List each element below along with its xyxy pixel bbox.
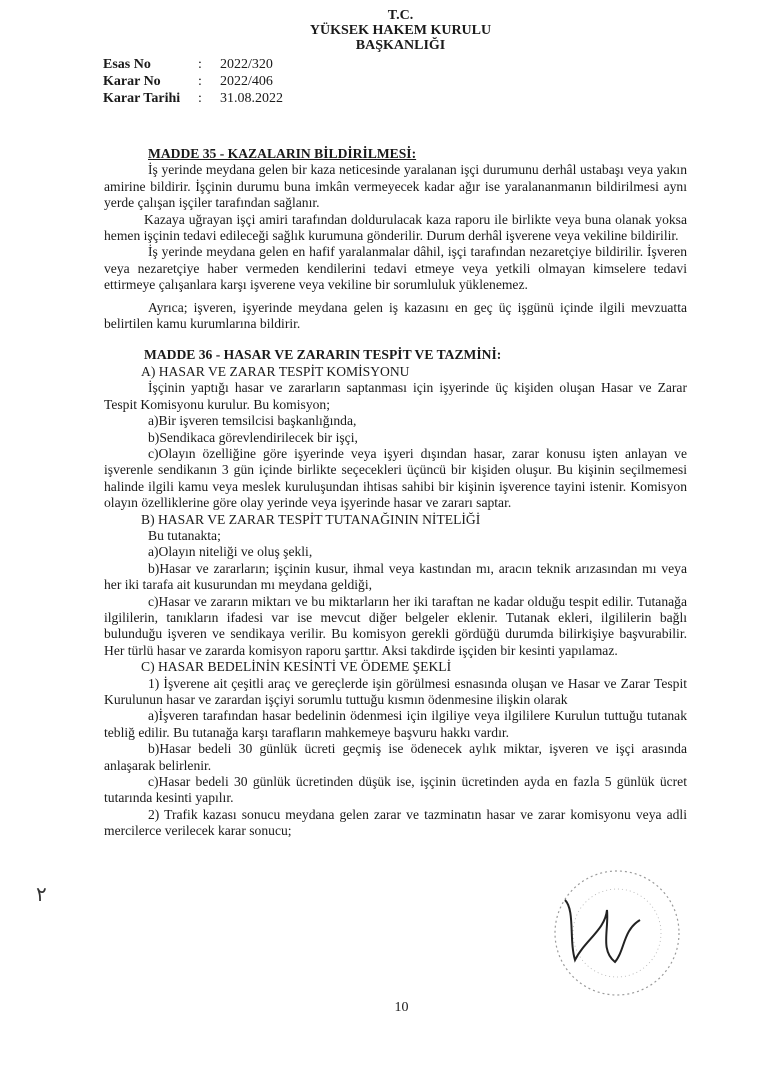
section-c-paragraph: 1) İşverene ait çeşitli araç ve gereçlerde işin görülmesi esnasında oluşan ve Hasar ve Zarar Tespit Kurulunun hasar ve zarardan işçiyi sorumlu tuttuğu kısmın ödenmesine ilişkin olarak: [104, 675, 687, 707]
section-c-paragraph: 2) Trafik kazası sonucu meydana gelen zarar ve tazminatın hasar ve zarar komisyonu veya adli mercilerce verilecek karar sonucu;: [104, 806, 687, 839]
document-header: [0, 8, 763, 53]
meta-label: Karar Tarihi: [103, 91, 181, 106]
section-a-item: b)Sendikaca görevlendirilecek bir işçi,: [148, 429, 358, 445]
article-35-paragraph: İş yerinde meydana gelen en hafif yaralanmalar dâhil, işçi tarafından nezaretçiye bildirilir. İşveren veya nezaretçiye haber vermeden kendilerini tedavi etmeye veya yetkili olmayan kimselere tedavi ettirmeye çalışanlara karşı işverene veya vekiline bir sorumluluk yüklenemez.: [104, 244, 687, 293]
header-department: BAŞKANLIĞI: [355, 38, 446, 53]
section-b-item: a)Olayın niteliği ve oluş şekli,: [148, 544, 313, 560]
page-number: 10: [394, 1000, 409, 1015]
section-b-item: b)Hasar ve zararların; işçinin kusur, ihmal veya kastından mı, aracın teknik arızasından mı veya her iki tarafa ait kusurundan mı meydana geldiği,: [104, 560, 687, 593]
section-a-title: A) HASAR VE ZARAR TESPİT KOMİSYONU: [141, 363, 410, 379]
section-c-title: C) HASAR BEDELİNİN KESİNTİ VE ÖDEME ŞEKLİ: [141, 659, 452, 675]
article-35-title: MADDE 35 - KAZALARIN BİLDİRİLMESİ:: [148, 146, 417, 161]
section-a-item: c)Olayın özelliğine göre işyerinde veya işyeri dışından hasar, zarar konusu işten anlayan ve işverenle sendikanın 3 gün içinde birlikte seçecekleri üçüncü bir kişiden oluşur. Bu kişinin seçilmemesi halinde ilgili kamu veya meslek kuruluşundan ihtisas sahibi bir kişinin işverence tayini istenir. Komisyon olayın özelliklerine göre olay yerinde veya işyerinde hasar ve zararı saptar.: [104, 445, 687, 511]
meta-value: 2022/320: [220, 57, 273, 72]
article-35-paragraph: Ayrıca; işveren, işyerinde meydana gelen iş kazasını en geç üç işgünü içinde ilgili mevzuatta belirtilen kamu kurumlarına bildirir.: [104, 299, 687, 332]
section-c-item: b)Hasar bedeli 30 günlük ücreti geçmiş ise ödenecek aylık miktar, işveren ve işçi arasında anlaşarak belirlenir.: [104, 741, 687, 773]
document-body: [104, 146, 687, 840]
signature-icon: [545, 890, 655, 970]
section-b-paragraph: Bu tutanakta;: [148, 527, 221, 543]
section-b-title: B) HASAR VE ZARAR TESPİT TUTANAĞININ NİTELİĞİ: [141, 511, 481, 527]
meta-value: 2022/406: [220, 74, 273, 89]
handwritten-margin-note: ٢: [36, 882, 47, 906]
meta-value: 31.08.2022: [220, 91, 283, 106]
meta-sep: :: [198, 91, 202, 106]
header-institution: YÜKSEK HAKEM KURULU: [309, 23, 492, 38]
article-35-paragraph: Kazaya uğrayan işçi amiri tarafından doldurulacak kaza raporu ile birlikte veya buna olanak yoksa hemen işçinin tedavi edileceği sağlık kurumuna gönderilir. Durum derhâl işverene veya vekiline bildirilir.: [104, 211, 687, 244]
meta-row-tarih: [103, 90, 283, 107]
section-c-item: c)Hasar bedeli 30 günlük ücretinden düşük ise, işçinin ücretinden ayda en fazla 5 günlük ücret tutarında kesinti yapılır.: [104, 774, 687, 806]
meta-label: Esas No: [103, 57, 151, 72]
header-tc: T.C.: [387, 8, 414, 23]
section-c-item: a)İşveren tarafından hasar bedelinin ödenmesi için ilgiliye veya ilgililere Kurulun tuttuğu tutanak tebliğ edilir. Bu tutanağa karşı tarafların mahkemeye başvuru hakkı vardır.: [104, 708, 687, 740]
case-meta: [103, 56, 283, 107]
meta-label: Karar No: [103, 74, 161, 89]
article-35-paragraph: İş yerinde meydana gelen bir kaza neticesinde yaralanan işçi durumunu derhâl ustabaşı veya yakın amirine bildirir. İşçinin durumu buna imkân vermeyecek kadar ağır ise yaralananmanın bildirilmesi aynı yerde çalışan işçiler tarafından sağlanır.: [104, 162, 687, 211]
article-36-title: MADDE 36 - HASAR VE ZARARIN TESPİT VE TAZMİNİ:: [144, 347, 502, 363]
meta-row-esas: [103, 56, 283, 73]
meta-row-karar: [103, 73, 283, 90]
meta-sep: :: [198, 74, 202, 89]
section-a-paragraph: İşçinin yaptığı hasar ve zararların saptanması için işyerinde üç kişiden oluşan Hasar ve Zarar Tespit Komisyonu kurulur. Bu komisyon;: [104, 380, 687, 412]
section-b-item: c)Hasar ve zararın miktarı ve bu miktarların her iki taraftan ne kadar olduğu tespit edilir. Tutanağa ilgililerin, tanıkların ifadesi var ise mevcut diğer belgeler eklenir. Tutanak ekleri, ilgililerin bağlı bulunduğu işveren ve sendikaya verilir. Bu komisyon gerekli gördüğü durumda bilirkişiye başvurabilir. Her türlü hasar ve zararda komisyon raporu şarttır. Aksi takdirde işçiden bir kesinti yapılamaz.: [104, 593, 687, 658]
section-a-item: a)Bir işveren temsilcisi başkanlığında,: [148, 413, 357, 429]
meta-sep: :: [198, 57, 202, 72]
